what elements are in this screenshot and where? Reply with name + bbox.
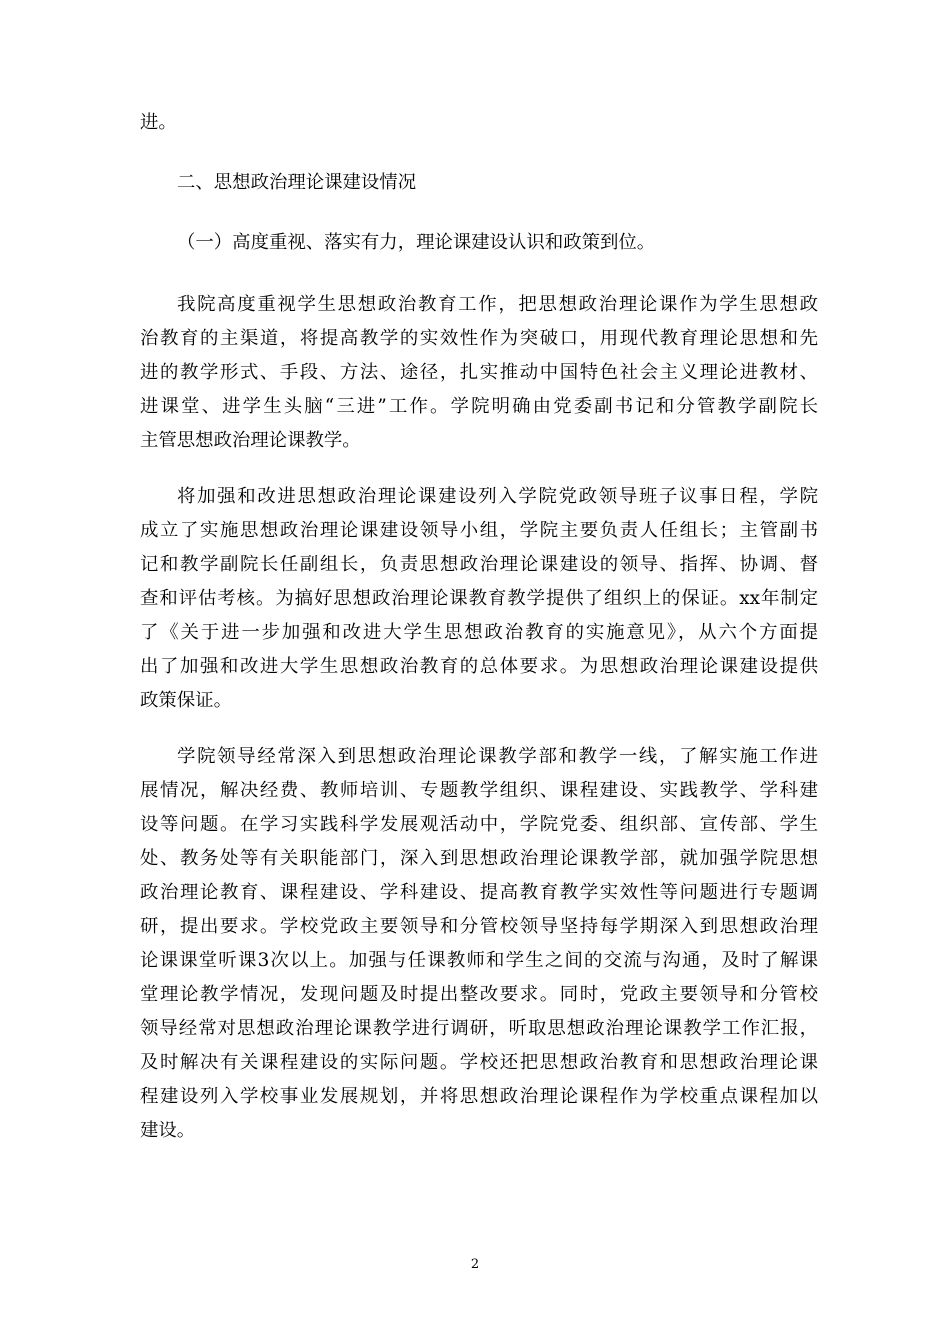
paragraph-line: 领导经常对思想政治理论课教学进行调研，听取思想政治理论课教学工作汇报， [140, 1018, 818, 1039]
paragraph-line: 将加强和改进思想政治理论课建设列入学院党政领导班子议事日程，学院 [177, 486, 818, 507]
paragraph-line: 建设。 [140, 1120, 196, 1141]
paragraph-line: 论课课堂听课3次以上。加强与任课教师和学生之间的交流与沟通，及时了解课 [140, 950, 818, 971]
paragraph-line: 设等问题。在学习实践科学发展观活动中，学院党委、组织部、宣传部、学生 [140, 814, 818, 835]
paragraph-line: 学院领导经常深入到思想政治理论课教学部和教学一线，了解实施工作进 [177, 746, 818, 767]
paragraph-3 [140, 740, 818, 1148]
paragraph-line: 进课堂、进学生头脑“三进”工作。学院明确由党委副书记和分管教学副院长 [140, 396, 818, 417]
paragraph-line: 出了加强和改进大学生思想政治教育的总体要求。为思想政治理论课建设提供 [140, 656, 818, 677]
paragraph-line: 处、教务处等有关职能部门，深入到思想政治理论课教学部，就加强学院思想 [140, 848, 818, 869]
paragraph-2 [140, 480, 818, 718]
page-number: 2 [470, 1257, 480, 1272]
paragraph-1 [140, 288, 818, 458]
paragraph-line: 记和教学副院长任副组长，负责思想政治理论课建设的领导、指挥、协调、督 [140, 554, 818, 575]
paragraph-line: 及时解决有关课程建设的实际问题。学校还把思想政治教育和思想政治理论课 [140, 1052, 818, 1073]
paragraph-line: 程建设列入学校事业发展规划，并将思想政治理论课程作为学校重点课程加以 [140, 1086, 818, 1107]
paragraph-line: 主管思想政治理论课教学。 [140, 430, 361, 451]
subsection-heading: （一）高度重视、落实有力，理论课建设认识和政策到位。 [177, 232, 656, 253]
paragraph-line: 研，提出要求。学校党政主要领导和分管校领导坚持每学期深入到思想政治理 [140, 916, 818, 937]
continuation-text: 进。 [140, 112, 177, 133]
paragraph-line: 了《关于进一步加强和改进大学生思想政治教育的实施意见》，从六个方面提 [140, 622, 818, 643]
paragraph-line: 成立了实施思想政治理论课建设领导小组，学院主要负责人任组长；主管副书 [140, 520, 818, 541]
section-heading: 二、思想政治理论课建设情况 [177, 172, 417, 193]
paragraph-line: 展情况，解决经费、教师培训、专题教学组织、课程建设、实践教学、学科建 [140, 780, 818, 801]
paragraph-line: 查和评估考核。为搞好思想政治理论课教育教学提供了组织上的保证。xx年制定 [140, 588, 818, 609]
paragraph-line: 政策保证。 [140, 690, 232, 711]
paragraph-line: 政治理论教育、课程建设、学科建设、提高教育教学实效性等问题进行专题调 [140, 882, 818, 903]
paragraph-line: 堂理论教学情况，发现问题及时提出整改要求。同时，党政主要领导和分管校 [140, 984, 818, 1005]
paragraph-line: 我院高度重视学生思想政治教育工作，把思想政治理论课作为学生思想政 [177, 294, 818, 315]
paragraph-line: 进的教学形式、手段、方法、途径，扎实推动中国特色社会主义理论进教材、 [140, 362, 818, 383]
document-body [140, 106, 818, 1170]
paragraph-line: 治教育的主渠道，将提高教学的实效性作为突破口，用现代教育理论思想和先 [140, 328, 818, 349]
